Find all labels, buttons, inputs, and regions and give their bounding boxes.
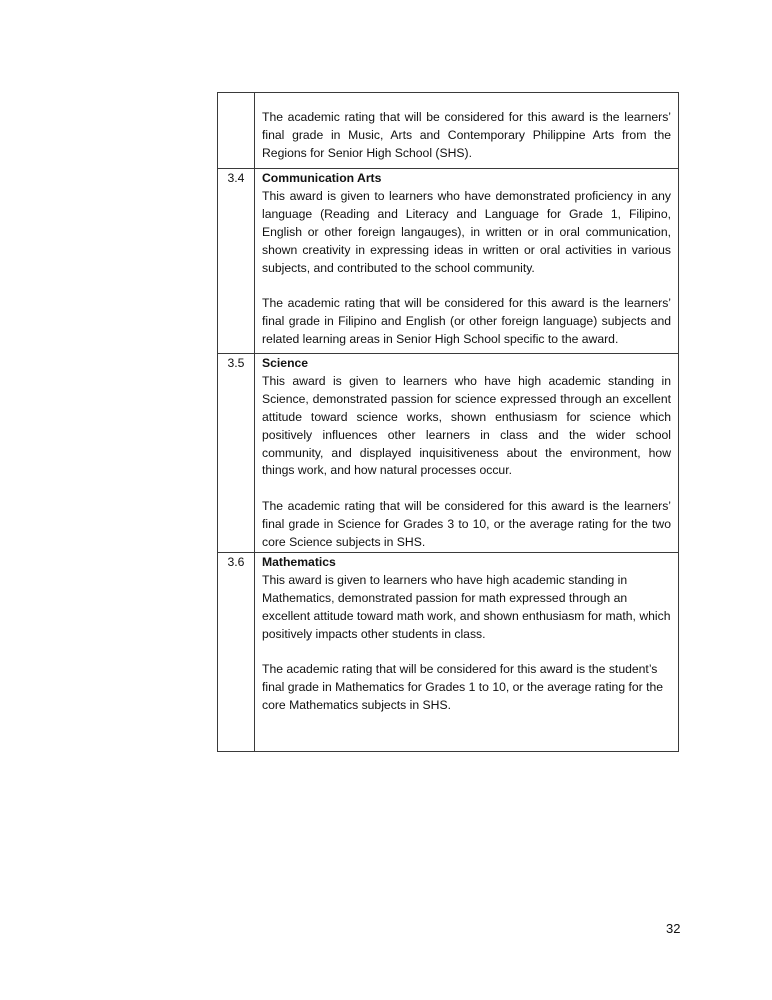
rating-paragraph: The academic rating that will be considered for this award is the learners’ final grade in Filipino and English (or other foreign language) subjects and related learning areas in Senior High School specific to the award.: [262, 296, 671, 347]
item-number-cell: 3.4: [218, 169, 255, 354]
award-description: This award is given to learners who have high academic standing in Mathematics, demonstrated passion for math expressed through an excellent attitude toward math work, and shown enthusiasm for math, which positively impacts other students in class.: [262, 572, 671, 641]
table-row: [218, 169, 679, 354]
item-body-cell: [255, 93, 679, 169]
item-body-cell: [255, 552, 679, 751]
awards-criteria-table: [217, 92, 679, 752]
rating-paragraph: The academic rating that will be considered for this award is the learners’ final grade in Science for Grades 3 to 10, or the average rating for the two core Science subjects in SHS.: [262, 499, 671, 550]
item-body-cell: [255, 354, 679, 553]
rating-paragraph: The academic rating that will be considered for this award is the learners’ final grade in Music, Arts and Contemporary Philippine Arts from the Regions for Senior High School (SHS).: [262, 110, 671, 160]
award-title: Science: [262, 356, 309, 370]
table-row: [218, 354, 679, 553]
item-number-cell: [218, 93, 255, 169]
table-row: [218, 93, 679, 169]
item-number-cell: 3.5: [218, 354, 255, 553]
table-row: [218, 552, 679, 751]
award-title: Mathematics: [262, 554, 336, 569]
page-number: 32: [666, 921, 681, 936]
item-body-cell: [255, 169, 679, 354]
award-description: This award is given to learners who have high academic standing in Science, demonstrated passion for science expressed through an excellent attitude toward science works, shown enthusiasm for science which positively influences other learners in class and the wider school community, and displayed inquisitiveness about the environment, how things work, and how natural processes occur.: [262, 373, 671, 478]
award-description: This award is given to learners who have demonstrated proficiency in any language (Reading and Literacy and Language for Grade 1, Filipino, English or other foreign langauges), in written or in oral communication, shown creativity in expressing ideas in written or oral activities in various subjects, and contributed to the school community.: [262, 188, 671, 275]
item-number-cell: 3.6: [218, 552, 255, 751]
award-title: Communication Arts: [262, 171, 382, 185]
rating-paragraph: The academic rating that will be considered for this award is the student’s final grade in Mathematics for Grades 1 to 10, or the average rating for the core Mathematics subjects in SHS.: [262, 662, 664, 713]
